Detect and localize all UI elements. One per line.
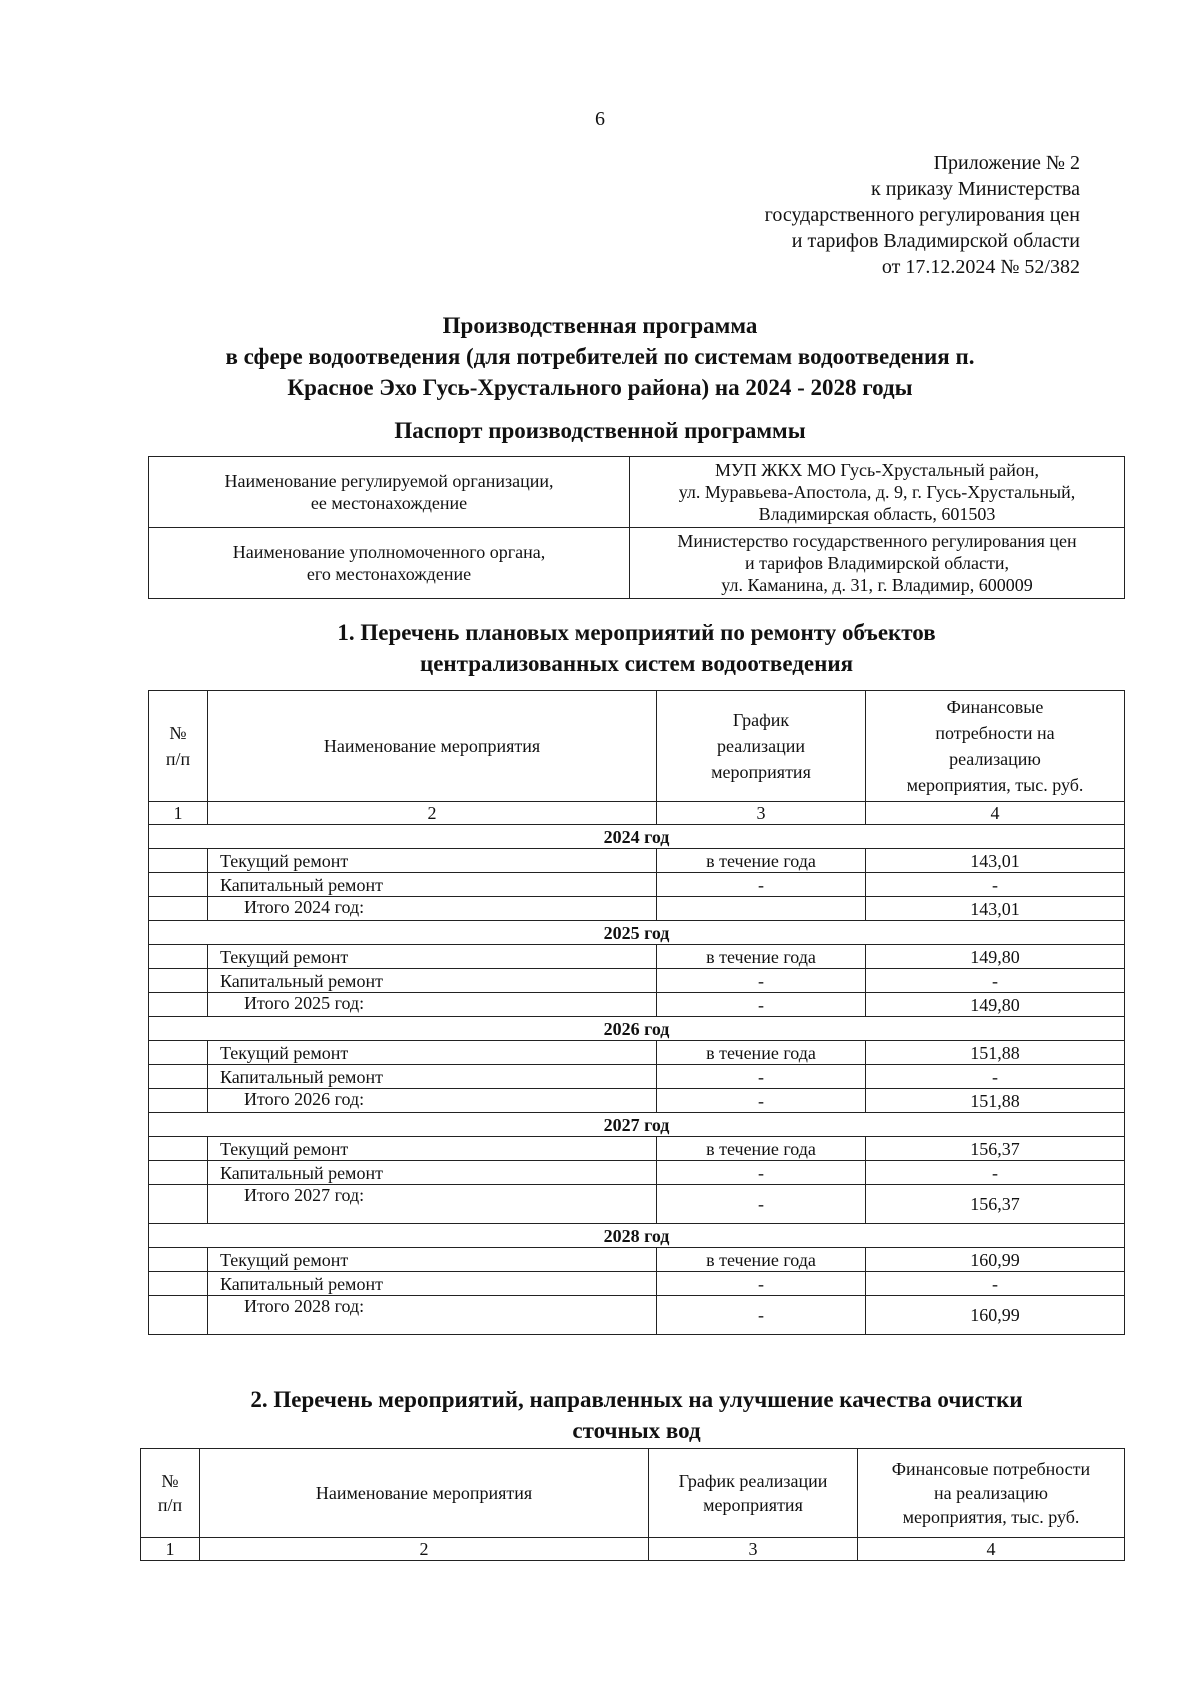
- header-text: №: [169, 723, 187, 743]
- cell-schedule: -: [657, 1296, 866, 1335]
- column-number: 2: [208, 802, 657, 825]
- cell-name: Итого 2024 год:: [208, 897, 657, 921]
- cell-schedule: -: [657, 1089, 866, 1113]
- year-label: 2025 год: [149, 921, 1125, 945]
- cell-name: Текущий ремонт: [208, 1041, 657, 1065]
- header-name: Наименование мероприятия: [200, 1449, 649, 1538]
- cell-finance: 149,80: [866, 945, 1125, 969]
- cell-schedule: -: [657, 969, 866, 993]
- cell-name: Итого 2027 год:: [208, 1185, 657, 1224]
- table-header-row: [141, 1449, 1125, 1538]
- cell-name: Итого 2028 год:: [208, 1296, 657, 1335]
- section2-heading: [148, 1384, 1125, 1446]
- cell-finance: 151,88: [866, 1089, 1125, 1113]
- cell-num: [149, 1041, 208, 1065]
- repairs-table: [148, 690, 1125, 1335]
- column-number: 4: [858, 1538, 1125, 1561]
- column-number: 1: [149, 802, 208, 825]
- cell-num: [149, 1248, 208, 1272]
- passport-label: [149, 528, 630, 599]
- table-row: [149, 873, 1125, 897]
- cell-finance: 143,01: [866, 897, 1125, 921]
- header-schedule: [657, 691, 866, 802]
- title-line: Красное Эхо Гусь-Хрустального района) на 2024 - 2028 годы: [287, 375, 913, 400]
- cell-num: [149, 873, 208, 897]
- cell-finance: 160,99: [866, 1248, 1125, 1272]
- cell-schedule: -: [657, 993, 866, 1017]
- passport-row-organization: [149, 457, 1125, 528]
- appendix-line: государственного регулирования цен: [764, 204, 1080, 226]
- column-number: 3: [649, 1538, 858, 1561]
- header-text: Финансовые: [946, 697, 1044, 717]
- header-num: [149, 691, 208, 802]
- total-row: [149, 897, 1125, 921]
- year-label: 2026 год: [149, 1017, 1125, 1041]
- heading-line: 2. Перечень мероприятий, направленных на улучшение качества очистки: [250, 1387, 1023, 1412]
- header-text: на реализацию: [934, 1483, 1048, 1503]
- year-label: 2028 год: [149, 1224, 1125, 1248]
- header-text: График реализации: [678, 1471, 828, 1491]
- cell-finance: 160,99: [866, 1296, 1125, 1335]
- label-line: его местонахождение: [306, 564, 472, 584]
- passport-value: [630, 528, 1125, 599]
- cell-schedule: [657, 897, 866, 921]
- cell-name: Текущий ремонт: [208, 1137, 657, 1161]
- passport-value: [630, 457, 1125, 528]
- cell-schedule: -: [657, 873, 866, 897]
- cell-num: [149, 849, 208, 873]
- column-number: 3: [657, 802, 866, 825]
- value-line: Владимирская область, 601503: [758, 504, 996, 524]
- cell-name: Текущий ремонт: [208, 945, 657, 969]
- cell-finance: 149,80: [866, 993, 1125, 1017]
- table-row: [149, 1137, 1125, 1161]
- passport-heading: Паспорт производственной программы: [394, 418, 806, 443]
- total-row: [149, 1185, 1125, 1224]
- cell-name: Капитальный ремонт: [208, 1272, 657, 1296]
- cell-num: [149, 1089, 208, 1113]
- year-row: [149, 1224, 1125, 1248]
- cell-name: Капитальный ремонт: [208, 873, 657, 897]
- value-line: ул. Муравьева-Апостола, д. 9, г. Гусь-Хрустальный,: [678, 482, 1076, 502]
- cell-num: [149, 1185, 208, 1224]
- appendix-line: от 17.12.2024 № 52/382: [881, 256, 1080, 278]
- year-row: [149, 1113, 1125, 1137]
- table-row: [149, 1065, 1125, 1089]
- cell-num: [149, 1137, 208, 1161]
- cell-num: [149, 1161, 208, 1185]
- table-row: [149, 969, 1125, 993]
- header-text: п/п: [157, 1495, 183, 1515]
- title-line: Производственная программа: [442, 313, 758, 338]
- appendix-line: к приказу Министерства: [871, 178, 1080, 200]
- header-finance: [858, 1449, 1125, 1538]
- cell-schedule: в течение года: [657, 849, 866, 873]
- cell-schedule: -: [657, 1185, 866, 1224]
- appendix-line: и тарифов Владимирской области: [791, 230, 1080, 252]
- header-schedule: [649, 1449, 858, 1538]
- total-row: [149, 1296, 1125, 1335]
- total-row: [149, 1089, 1125, 1113]
- cell-name: Текущий ремонт: [208, 849, 657, 873]
- value-line: Министерство государственного регулирования цен: [677, 531, 1077, 551]
- label-line: Наименование уполномоченного органа,: [232, 542, 546, 562]
- header-num: [141, 1449, 200, 1538]
- section1-heading: [148, 617, 1125, 679]
- column-number: 1: [141, 1538, 200, 1561]
- document-title: [120, 310, 1080, 403]
- cell-schedule: -: [657, 1065, 866, 1089]
- year-row: [149, 825, 1125, 849]
- appendix-block: [660, 150, 1080, 280]
- cell-finance: -: [866, 1065, 1125, 1089]
- passport-table: [148, 456, 1125, 599]
- column-number: 2: [200, 1538, 649, 1561]
- passport-row-authority: [149, 528, 1125, 599]
- header-text: мероприятия, тыс. руб.: [906, 775, 1084, 795]
- cell-schedule: в течение года: [657, 1248, 866, 1272]
- column-number: 4: [866, 802, 1125, 825]
- cell-schedule: в течение года: [657, 1137, 866, 1161]
- header-text: мероприятия, тыс. руб.: [902, 1507, 1080, 1527]
- table-row: [149, 849, 1125, 873]
- column-number-row: [149, 802, 1125, 825]
- cell-finance: -: [866, 1161, 1125, 1185]
- cell-schedule: в течение года: [657, 1041, 866, 1065]
- cell-name: Текущий ремонт: [208, 1248, 657, 1272]
- header-text: мероприятия: [711, 762, 811, 782]
- cell-schedule: -: [657, 1272, 866, 1296]
- title-line: в сфере водоотведения (для потребителей по системам водоотведения п.: [225, 344, 975, 369]
- cell-finance: -: [866, 1272, 1125, 1296]
- cell-schedule: в течение года: [657, 945, 866, 969]
- table-row: [149, 1248, 1125, 1272]
- header-text: мероприятия: [703, 1495, 803, 1515]
- cell-finance: -: [866, 873, 1125, 897]
- header-text: Финансовые потребности: [891, 1459, 1091, 1479]
- year-row: [149, 1017, 1125, 1041]
- cell-num: [149, 1065, 208, 1089]
- table-header-row: [149, 691, 1125, 802]
- year-label: 2027 год: [149, 1113, 1125, 1137]
- table-row: [149, 1272, 1125, 1296]
- cell-num: [149, 1296, 208, 1335]
- appendix-line: Приложение № 2: [933, 152, 1080, 174]
- table-row: [149, 945, 1125, 969]
- cell-finance: 156,37: [866, 1137, 1125, 1161]
- value-line: МУП ЖКХ МО Гусь-Хрустальный район,: [714, 460, 1040, 480]
- cell-schedule: -: [657, 1161, 866, 1185]
- cell-finance: 143,01: [866, 849, 1125, 873]
- cell-finance: -: [866, 969, 1125, 993]
- value-line: и тарифов Владимирской области,: [745, 553, 1009, 573]
- page-number: 6: [595, 108, 605, 130]
- cell-name: Капитальный ремонт: [208, 1161, 657, 1185]
- heading-line: 1. Перечень плановых мероприятий по ремонту объектов: [337, 620, 936, 645]
- cell-num: [149, 897, 208, 921]
- column-number-row: [141, 1538, 1125, 1561]
- quality-table: [140, 1448, 1125, 1561]
- year-row: [149, 921, 1125, 945]
- table-row: [149, 1161, 1125, 1185]
- table-row: [149, 1041, 1125, 1065]
- cell-num: [149, 969, 208, 993]
- cell-name: Капитальный ремонт: [208, 1065, 657, 1089]
- cell-name: Капитальный ремонт: [208, 969, 657, 993]
- label-line: ее местонахождение: [310, 493, 468, 513]
- total-row: [149, 993, 1125, 1017]
- cell-num: [149, 1272, 208, 1296]
- passport-label: [149, 457, 630, 528]
- header-finance: [866, 691, 1125, 802]
- cell-name: Итого 2025 год:: [208, 993, 657, 1017]
- header-text: реализацию: [949, 749, 1041, 769]
- year-label: 2024 год: [149, 825, 1125, 849]
- cell-name: Итого 2026 год:: [208, 1089, 657, 1113]
- header-name: Наименование мероприятия: [208, 691, 657, 802]
- cell-finance: 156,37: [866, 1185, 1125, 1224]
- header-text: п/п: [165, 749, 191, 769]
- header-text: реализации: [717, 736, 805, 756]
- cell-finance: 151,88: [866, 1041, 1125, 1065]
- heading-line: сточных вод: [572, 1418, 701, 1443]
- label-line: Наименование регулируемой организации,: [224, 471, 554, 491]
- value-line: ул. Каманина, д. 31, г. Владимир, 600009: [721, 575, 1033, 595]
- heading-line: централизованных систем водоотведения: [419, 651, 854, 676]
- header-text: График: [732, 710, 790, 730]
- cell-num: [149, 945, 208, 969]
- header-text: потребности на: [935, 723, 1055, 743]
- header-text: №: [161, 1471, 179, 1491]
- cell-num: [149, 993, 208, 1017]
